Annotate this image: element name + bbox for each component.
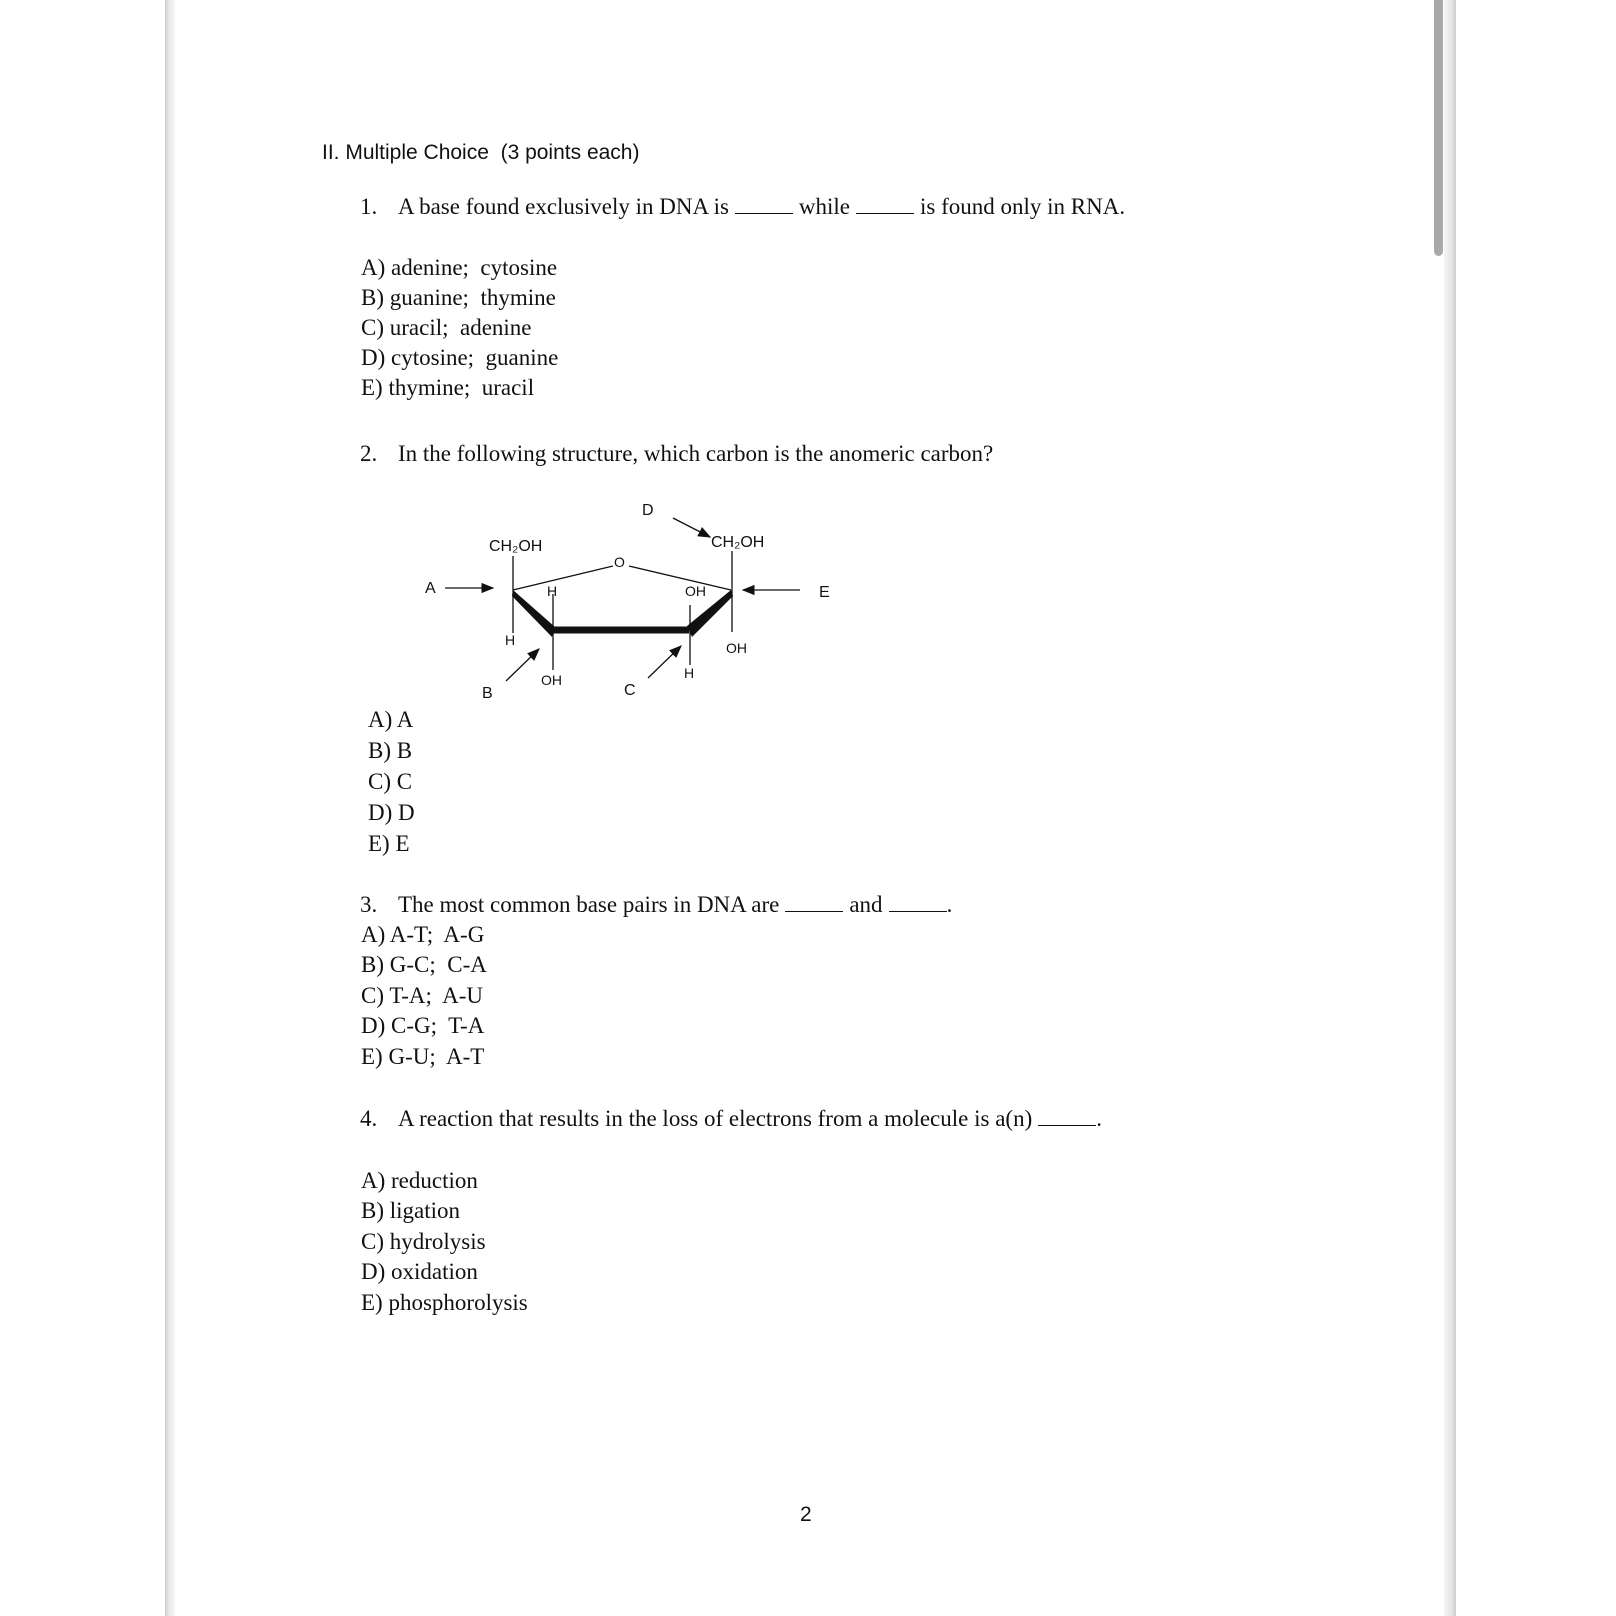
h-label: H bbox=[547, 583, 558, 599]
option-c: C) T-A; A-U bbox=[361, 983, 484, 1008]
option-c: C) C bbox=[368, 769, 413, 794]
arrow-d bbox=[673, 518, 710, 537]
ribose-structure-diagram bbox=[175, 0, 1444, 720]
question-number: 2. bbox=[360, 441, 378, 466]
pointer-label-a: A bbox=[425, 580, 436, 597]
document-page bbox=[175, 0, 1444, 1616]
ring-oxygen-label: O bbox=[614, 554, 625, 570]
option-e: E) phosphorolysis bbox=[361, 1290, 528, 1315]
question-text-part: . bbox=[946, 892, 953, 917]
option-a: A) reduction bbox=[361, 1168, 478, 1193]
question-text-part: A base found exclusively in DNA is bbox=[398, 194, 729, 219]
option-d: D) C-G; T-A bbox=[361, 1013, 485, 1038]
option-a: A) adenine; cytosine bbox=[361, 255, 558, 280]
option-e: E) G-U; A-T bbox=[361, 1044, 485, 1069]
option-d: D) D bbox=[368, 800, 415, 825]
option-c: C) hydrolysis bbox=[361, 1229, 486, 1254]
question-text-part: while bbox=[798, 194, 851, 219]
option-a: A) A-T; A-G bbox=[361, 922, 485, 947]
page-number: 2 bbox=[800, 1503, 812, 1526]
section-title: II. Multiple Choice (3 points each) bbox=[322, 141, 640, 164]
option-e: E) thymine; uracil bbox=[361, 375, 535, 400]
arrow-c bbox=[648, 646, 681, 678]
answer-blank bbox=[785, 892, 843, 912]
oh-label: OH bbox=[685, 583, 706, 599]
question-number: 1. bbox=[360, 194, 378, 219]
option-d: D) cytosine; guanine bbox=[361, 345, 559, 370]
ring-bond bbox=[513, 566, 613, 590]
oh-label: OH bbox=[541, 672, 562, 688]
arrow-b bbox=[506, 649, 539, 681]
ch2oh-label: CH₂OH bbox=[489, 538, 543, 555]
pointer-label-c: C bbox=[624, 682, 636, 699]
answer-blank bbox=[889, 892, 947, 912]
question-text-part: . bbox=[1096, 1106, 1102, 1131]
question-number: 3. bbox=[360, 892, 378, 917]
oh-label: OH bbox=[726, 640, 747, 656]
question-text: In the following structure, which carbon is the anomeric carbon? bbox=[398, 441, 994, 466]
question-text bbox=[398, 890, 952, 920]
option-b: B) guanine; thymine bbox=[361, 285, 556, 310]
option-b: B) ligation bbox=[361, 1198, 461, 1223]
option-d: D) oxidation bbox=[361, 1259, 478, 1284]
ring-bond bbox=[629, 566, 731, 590]
question-text-part: is found only in RNA. bbox=[920, 194, 1126, 219]
ch2oh-label: CH₂OH bbox=[711, 534, 765, 551]
option-a: A) A bbox=[368, 707, 414, 732]
page-shadow-right bbox=[1444, 0, 1456, 1616]
answer-blank bbox=[1038, 1106, 1096, 1126]
pointer-label-b: B bbox=[482, 685, 493, 702]
question-text bbox=[398, 1104, 1102, 1134]
option-e: E) E bbox=[368, 831, 410, 856]
pointer-label-e: E bbox=[819, 584, 830, 601]
option-b: B) G-C; C-A bbox=[361, 952, 487, 977]
question-text-part: and bbox=[849, 892, 883, 917]
h-label: H bbox=[684, 665, 695, 681]
h-label: H bbox=[505, 632, 516, 648]
question-text-part: A reaction that results in the loss of electrons from a molecule is a(n) bbox=[398, 1106, 1033, 1131]
option-c: C) uracil; adenine bbox=[361, 315, 532, 340]
question-number: 4. bbox=[360, 1106, 378, 1131]
question-text-part: The most common base pairs in DNA are bbox=[398, 892, 780, 917]
page-shadow-left bbox=[165, 0, 175, 1616]
option-b: B) B bbox=[368, 738, 413, 763]
pointer-label-d: D bbox=[642, 502, 654, 519]
